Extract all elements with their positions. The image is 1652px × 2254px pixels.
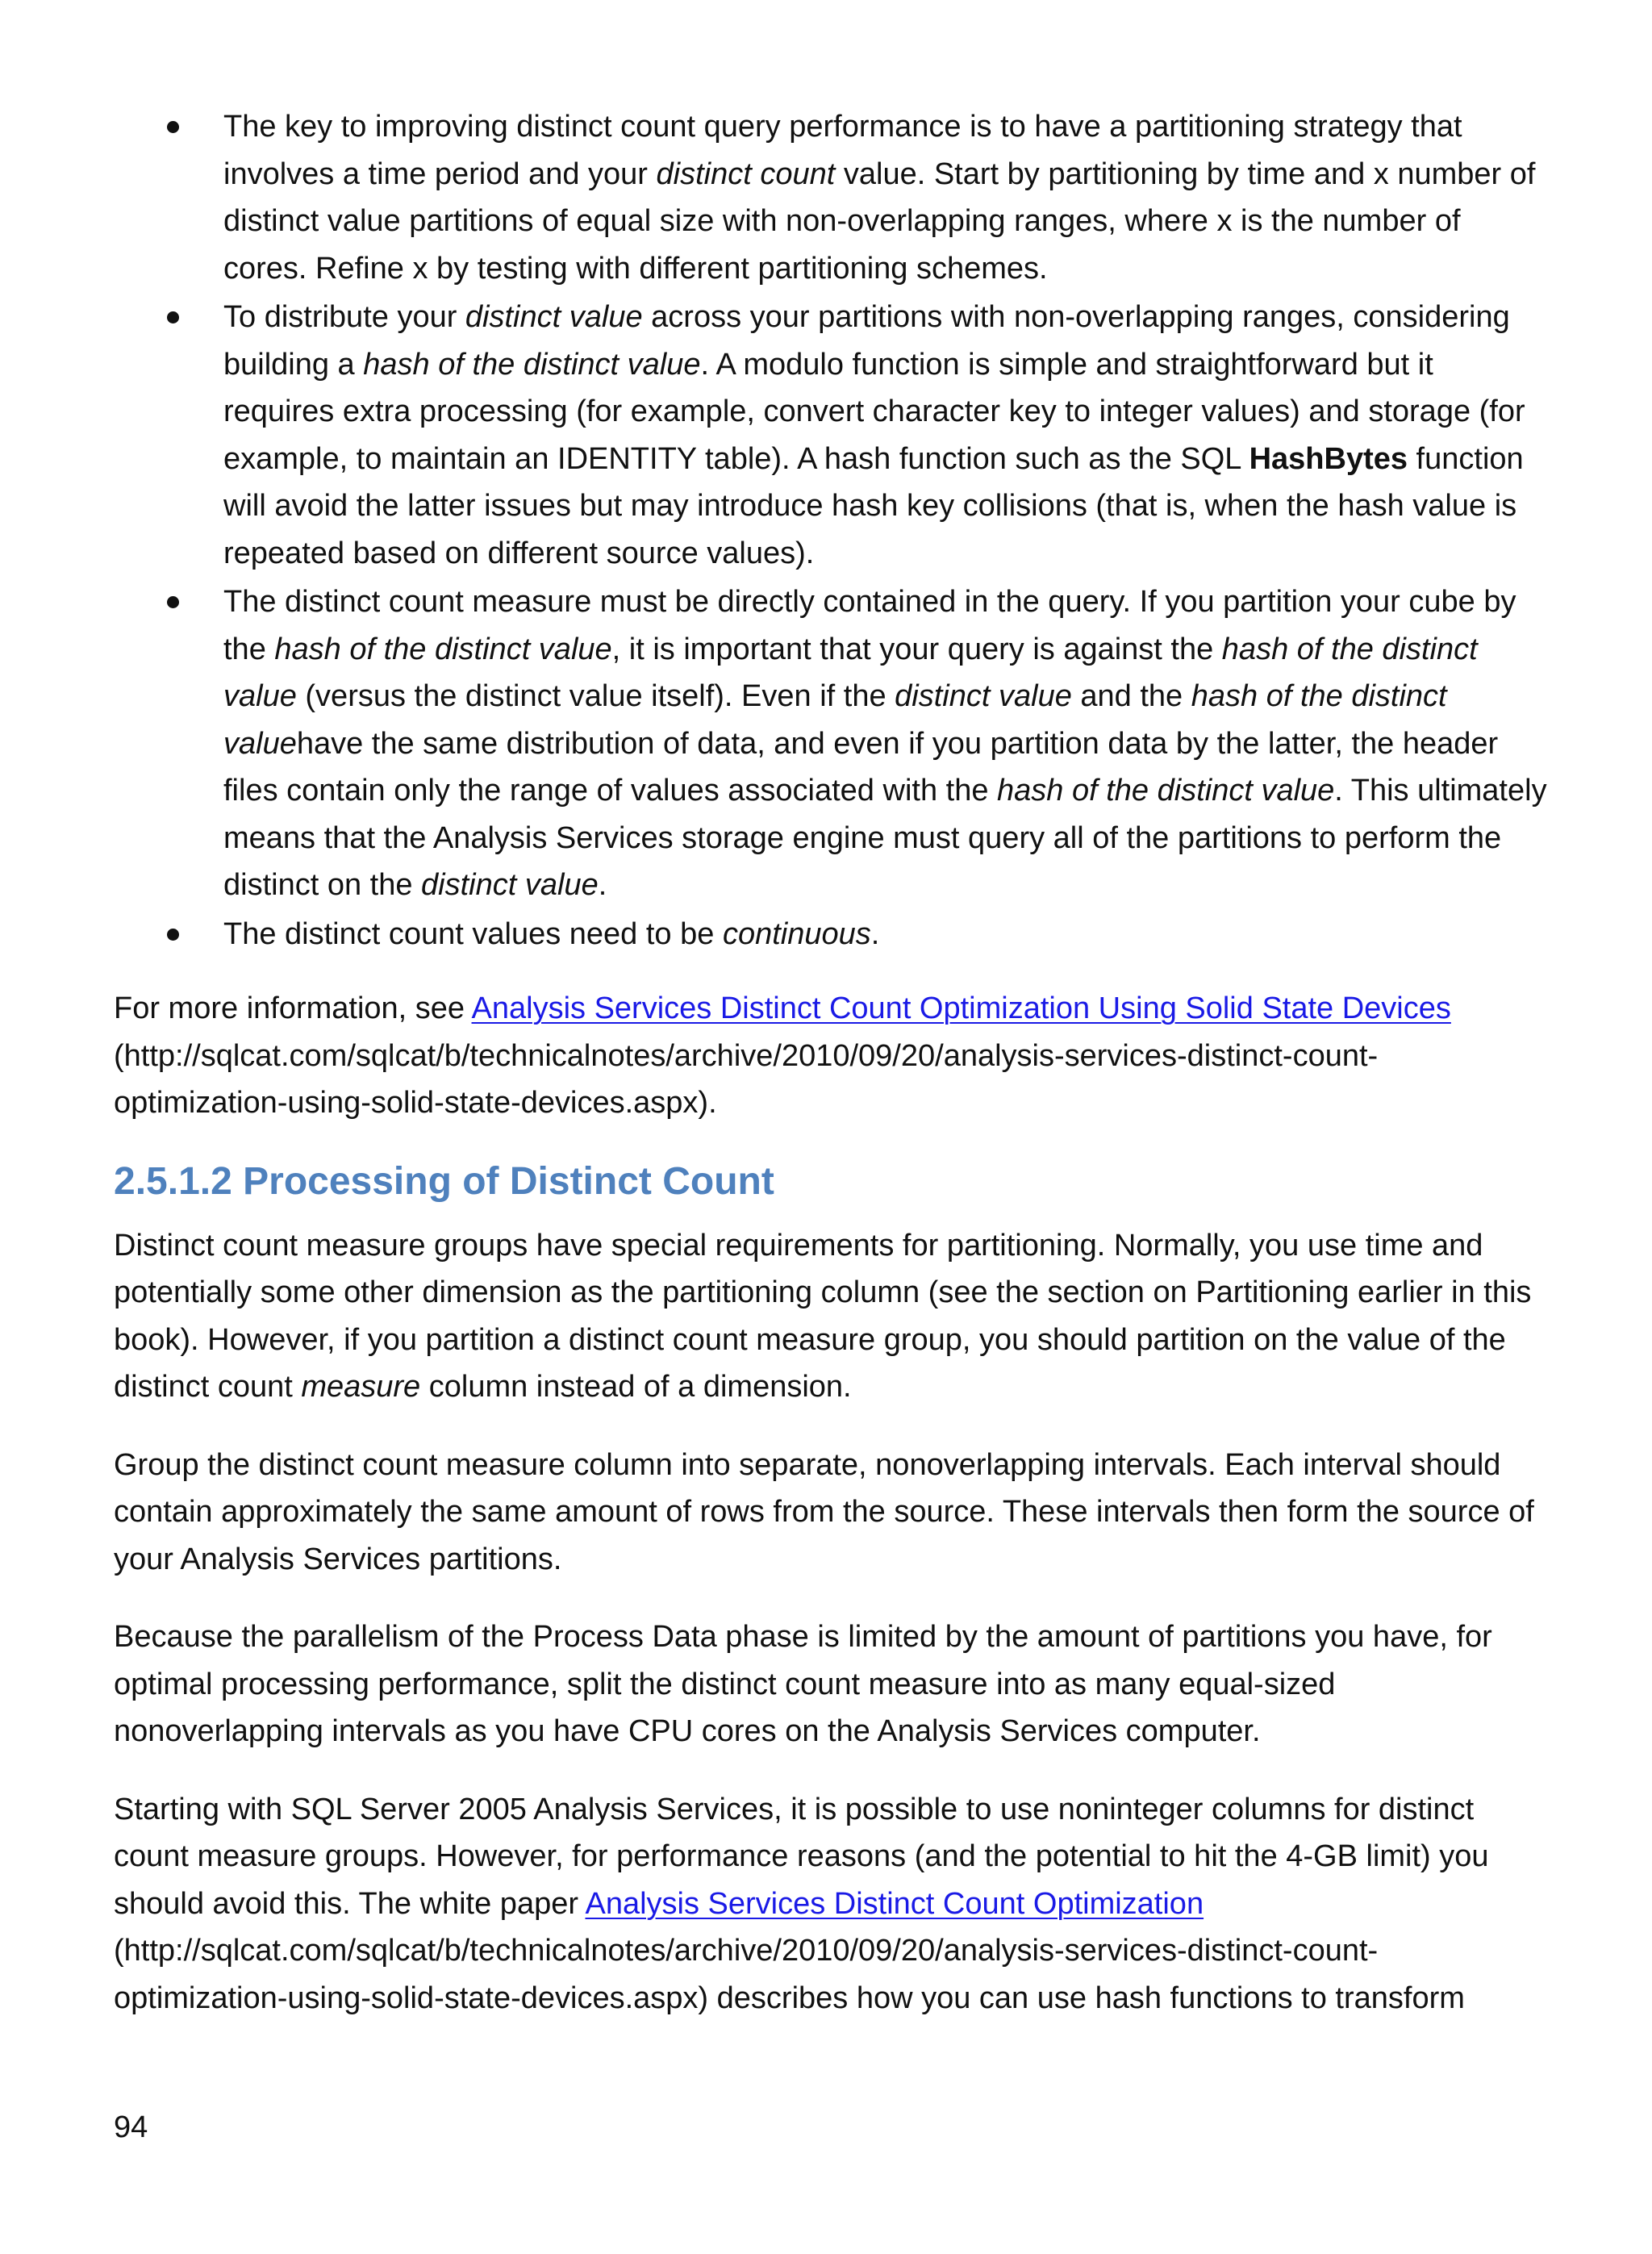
paragraph-text: (http://sqlcat.com/sqlcat/b/technicalnotes/archive/2010/09/20/analysis-services-distinct-count-optimization-using-solid-state-devices.aspx) describes how you can use hash functions to transform xyxy=(114,1934,1465,2015)
paragraph-text: column instead of a dimension. xyxy=(420,1370,852,1404)
bullet-emphasis: distinct value xyxy=(421,868,599,902)
bullet-icon xyxy=(167,596,179,608)
bullet-text: (versus the distinct value itself). Even if the xyxy=(296,679,895,713)
bullet-text: . This ultimately means that the Analysis Services storage engine must query all of the partitions to perform the distinct on the xyxy=(223,774,1547,902)
bullet-text: , it is important that your query is against the xyxy=(611,632,1222,666)
bullet-emphasis: hash of the distinct value xyxy=(274,632,612,666)
bullet-text: . xyxy=(870,916,880,951)
bullet-text: across your partitions with non-overlapping ranges, considering building a xyxy=(223,300,1510,382)
bullet-list xyxy=(114,103,1550,958)
bullet-emphasis: distinct value xyxy=(465,300,643,334)
body-paragraph-3: Because the parallelism of the Process Data phase is limited by the amount of partitions you have, for optimal processing performance, split the distinct count measure into as many equal-sized nonoverlapping intervals as you have CPU cores on the Analysis Services computer. xyxy=(114,1620,1492,1748)
more-info-link[interactable]: Analysis Services Distinct Count Optimization Using Solid State Devices xyxy=(471,991,1451,1025)
bullet-item xyxy=(114,911,1550,958)
bullet-item xyxy=(114,103,1550,292)
bullet-emphasis: hash of the distinct value xyxy=(997,774,1335,808)
bullet-text: value. Start by partitioning by time and x number of distinct value partitions of equal size with non-overlapping ranges, where x is the number of cores. Refine x by testing with different partitioning schemes. xyxy=(223,157,1536,286)
bullet-strong: HashBytes xyxy=(1249,441,1408,476)
more-info-url: (http://sqlcat.com/sqlcat/b/technicalnotes/archive/2010/09/20/analysis-services-distinct-count-optimization-using-solid-state-devices.aspx). xyxy=(114,1038,1379,1120)
bullet-text: The distinct count measure must be directly contained in the query. If you partition your cube by the xyxy=(223,585,1516,666)
bullet-icon xyxy=(167,929,179,941)
bullet-emphasis: hash of the distinct value xyxy=(223,632,1478,713)
bullet-text: . A modulo function is simple and straightforward but it requires extra processing (for example, convert character key to integer values) and storage (for example, to maintain an IDENTITY table). A hash function such as the SQL xyxy=(223,347,1525,476)
page-number: 94 xyxy=(114,2110,148,2144)
bullet-emphasis: hash of the distinct value xyxy=(223,679,1447,761)
bullet-item xyxy=(114,578,1550,909)
more-info-paragraph xyxy=(114,985,1550,1127)
paragraph-text: Starting with SQL Server 2005 Analysis Services, it is possible to use noninteger columns for distinct count measure groups. However, for performance reasons (and the potential to hit the 4-GB limit) you should avoid this. The white paper xyxy=(114,1792,1489,1921)
body-paragraph-1 xyxy=(114,1222,1550,1411)
bullet-text: The key to improving distinct count query performance is to have a partitioning strategy that involves a time period and your xyxy=(223,110,1462,191)
bullet-text: function will avoid the latter issues but may introduce hash key collisions (that is, when the hash value is repeated based on different source values). xyxy=(223,441,1524,570)
bullet-text: . xyxy=(598,868,607,902)
paragraph-text: Distinct count measure groups have special requirements for partitioning. Normally, you use time and potentially some other dimension as the partitioning column (see the section on Partitioning earlier in this book). However, if you partition a distinct count measure group, you should partition on the value of the distinct count xyxy=(114,1228,1532,1404)
page-content xyxy=(114,103,1550,2052)
body-paragraph-2: Group the distinct count measure column into separate, nonoverlapping intervals. Each interval should contain approximately the same amount of rows from the source. These intervals then form the source of your Analysis Services partitions. xyxy=(114,1447,1534,1576)
bullet-item xyxy=(114,294,1550,577)
bullet-icon xyxy=(167,311,179,323)
section-heading: 2.5.1.2 Processing of Distinct Count xyxy=(114,1159,774,1203)
more-info-prefix: For more information, see xyxy=(114,991,472,1025)
bullet-text: To distribute your xyxy=(223,300,465,334)
bullet-text: The distinct count values need to be xyxy=(223,916,723,951)
bullet-text: and the xyxy=(1071,679,1191,713)
bullet-icon xyxy=(167,121,179,133)
bullet-emphasis: hash of the distinct value xyxy=(363,347,701,382)
bullet-emphasis: distinct count xyxy=(656,157,836,191)
paragraph-emphasis: measure xyxy=(301,1370,421,1404)
white-paper-link[interactable]: Analysis Services Distinct Count Optimization xyxy=(585,1886,1204,1921)
body-paragraph-4 xyxy=(114,1786,1550,2022)
bullet-emphasis: distinct value xyxy=(895,679,1072,713)
bullet-text: have the same distribution of data, and even if you partition data by the latter, the header files contain only the range of values associated with the xyxy=(223,726,1499,808)
bullet-emphasis: continuous xyxy=(722,916,871,951)
